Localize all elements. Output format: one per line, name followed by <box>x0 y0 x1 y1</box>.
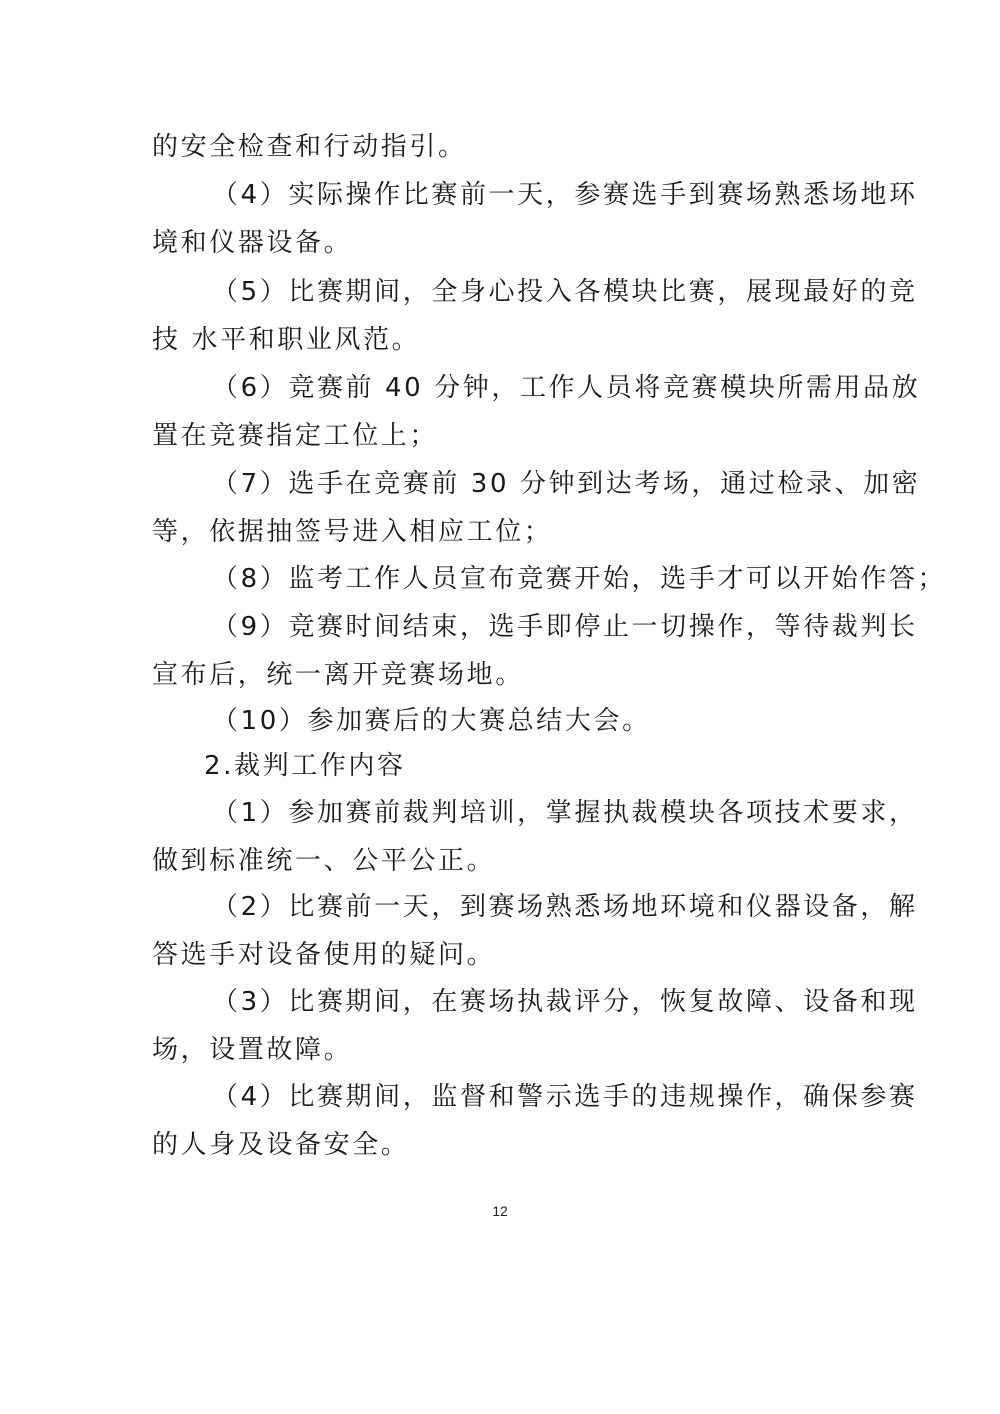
page-number: 12 <box>492 1203 508 1219</box>
text-line: 技 水平和职业风范。 <box>152 325 421 355</box>
text-line: 场，设置故障。 <box>152 1035 353 1065</box>
text-line: 的安全检查和行动指引。 <box>152 132 467 162</box>
text-line: （10）参加赛后的大赛总结大会。 <box>212 706 651 736</box>
text-line: 置在竞赛指定工位上； <box>152 421 439 451</box>
text-line: 境和仪器设备。 <box>152 228 353 258</box>
text-line: 宣布后，统一离开竞赛场地。 <box>152 660 524 690</box>
text-line: （6）竞赛前 40 分钟，工作人员将竞赛模块所需用品放 <box>212 373 921 403</box>
text-line: （5）比赛期间，全身心投入各模块比赛，展现最好的竞 <box>212 277 918 307</box>
text-line: （4）比赛期间，监督和警示选手的违规操作，确保参赛 <box>212 1082 918 1112</box>
text-line: （2）比赛前一天，到赛场熟悉场地环境和仪器设备，解 <box>212 892 918 922</box>
text-line: （9）竞赛时间结束，选手即停止一切操作，等待裁判长 <box>212 612 918 642</box>
text-line: （8）监考工作人员宣布竞赛开始，选手才可以开始作答； <box>212 564 947 594</box>
text-line: （7）选手在竞赛前 30 分钟到达考场，通过检录、加密 <box>212 469 921 499</box>
text-line: 的人身及设备安全。 <box>152 1130 410 1160</box>
text-line: （4）实际操作比赛前一天，参赛选手到赛场熟悉场地环 <box>212 180 918 210</box>
text-line: 等，依据抽签号进入相应工位； <box>152 517 553 547</box>
text-line: （1）参加赛前裁判培训，掌握执裁模块各项技术要求， <box>212 798 918 828</box>
section-heading: 2.裁判工作内容 <box>204 751 406 781</box>
text-line: （3）比赛期间，在赛场执裁评分，恢复故障、设备和现 <box>212 987 918 1017</box>
text-line: 做到标准统一、公平公正。 <box>152 846 496 876</box>
text-line: 答选手对设备使用的疑问。 <box>152 940 496 970</box>
